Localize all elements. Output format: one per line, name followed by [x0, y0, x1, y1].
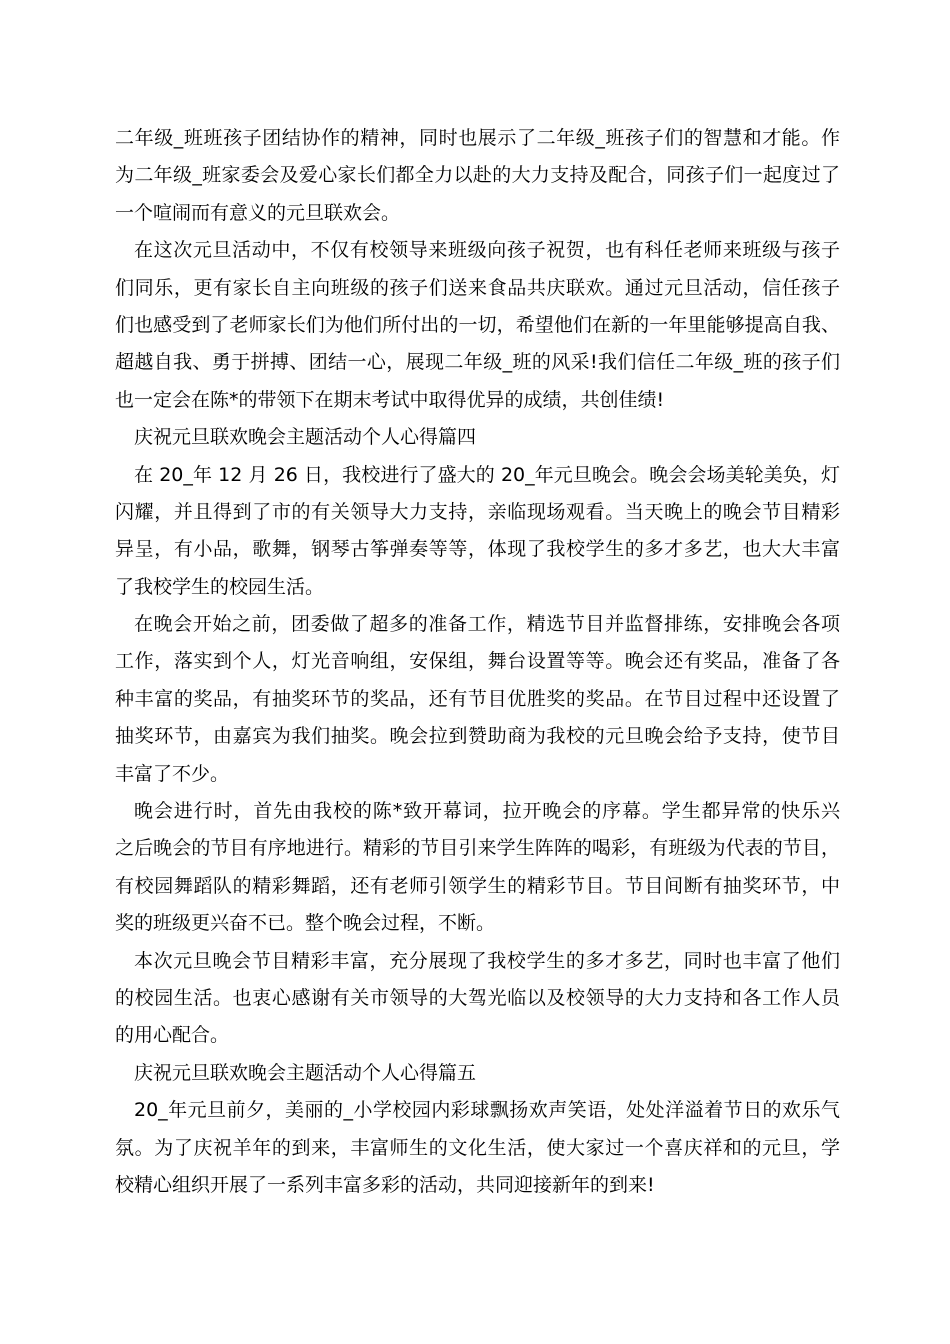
text-line: 本次元旦晚会节目精彩丰富，充分展现了我校学生的多才多艺，同时也丰富了他们 [134, 949, 840, 972]
paragraph [115, 232, 840, 419]
text-line: 工作，落实到个人，灯光音响组，安保组，舞台设置等等。晚会还有奖品，准备了各 [115, 650, 840, 673]
text-line: 氛。为了庆祝羊年的到来，丰富师生的文化生活，使大家过一个喜庆祥和的元旦，学 [115, 1136, 840, 1159]
text-line: 之后晚会的节目有序地进行。精彩的节目引来学生阵阵的喝彩，有班级为代表的节目， [115, 837, 840, 860]
text-line: 们也感受到了老师家长们为他们所付出的一切，希望他们在新的一年里能够提高自我、 [115, 313, 840, 336]
text-line: 20_年元旦前夕，美丽的_小学校园内彩球飘扬欢声笑语，处处洋溢着节日的欢乐气 [134, 1099, 840, 1122]
text-line: 在这次元旦活动中，不仅有校领导来班级向孩子祝贺，也有科任老师来班级与孩子 [134, 239, 840, 262]
paragraph [115, 457, 840, 607]
text-line: 一个喧闹而有意义的元旦联欢会。 [115, 201, 401, 224]
text-line: 闪耀，并且得到了市的有关领导大力支持，亲临现场观看。当天晚上的晚会节目精彩 [115, 500, 840, 523]
text-line: 抽奖环节，由嘉宾为我们抽奖。晚会拉到赞助商为我校的元旦晚会给予支持，使节目 [115, 725, 840, 748]
section-heading [115, 1055, 840, 1092]
text-line: 了我校学生的校园生活。 [115, 575, 325, 598]
text-line: 二年级_班班孩子团结协作的精神，同时也展示了二年级_班孩子们的智慧和才能。作 [115, 127, 840, 149]
text-line: 丰富了不少。 [115, 762, 230, 785]
paragraph [115, 1092, 840, 1204]
heading-text: 庆祝元旦联欢晚会主题活动个人心得篇五 [134, 1061, 477, 1084]
text-line: 也一定会在陈*的带领下在期末考试中取得优异的成绩，共创佳绩! [115, 388, 665, 411]
text-line: 在晚会开始之前，团委做了超多的准备工作，精选节目并监督排练，安排晚会各项 [134, 613, 840, 636]
text-line: 为二年级_班家委会及爱心家长们都全力以赴的大力支持及配合，同孩子们一起度过了 [115, 164, 840, 187]
paragraph [115, 606, 840, 793]
text-line: 超越自我、勇于拼搏、团结一心，展现二年级_班的风采!我们信任二年级_班的孩子们 [115, 351, 840, 374]
text-line: 的校园生活。也衷心感谢有关市领导的大驾光临以及校领导的大力支持和各工作人员 [115, 986, 840, 1009]
text-line: 校精心组织开展了一系列丰富多彩的活动，共同迎接新年的到来! [115, 1173, 655, 1196]
document-page [115, 120, 840, 1204]
text-line: 奖的班级更兴奋不已。整个晚会过程，不断。 [115, 912, 496, 935]
section-heading [115, 419, 840, 456]
text-line: 在 20_年 12 月 26 日，我校进行了盛大的 20_年元旦晚会。晚会会场美轮美奂，灯 [134, 463, 840, 486]
text-line: 异呈，有小品，歌舞，钢琴古筝弹奏等等，体现了我校学生的多才多艺，也大大丰富 [115, 538, 840, 561]
text-line: 种丰富的奖品，有抽奖环节的奖品，还有节目优胜奖的奖品。在节目过程中还设置了 [115, 687, 840, 710]
paragraph [115, 793, 840, 943]
paragraph [115, 943, 840, 1055]
text-line: 晚会进行时，首先由我校的陈*致开幕词，拉开晚会的序幕。学生都异常的快乐兴 [134, 800, 840, 823]
paragraph [115, 120, 840, 232]
heading-text: 庆祝元旦联欢晚会主题活动个人心得篇四 [134, 426, 477, 449]
text-line: 们同乐，更有家长自主向班级的孩子们送来食品共庆联欢。通过元旦活动，信任孩子 [115, 276, 840, 299]
text-line: 有校园舞蹈队的精彩舞蹈，还有老师引领学生的精彩节目。节目间断有抽奖环节，中 [115, 874, 840, 897]
text-line: 的用心配合。 [115, 1024, 230, 1047]
